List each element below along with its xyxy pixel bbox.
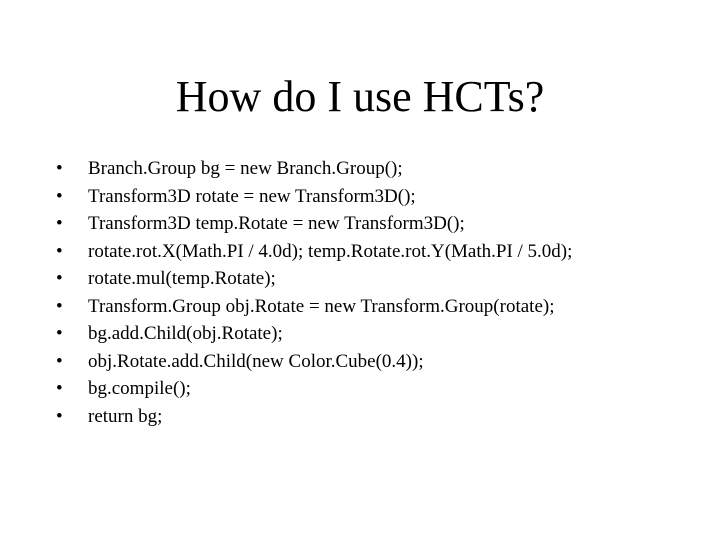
bullet-text: Transform.Group obj.Rotate = new Transform.Group(rotate); [88,295,555,317]
bullet-dot-icon: • [56,185,63,207]
bullet-dot-icon: • [56,405,63,427]
bullet-dot-icon: • [56,240,63,262]
bullet-list [56,155,696,430]
bullet-item [56,320,696,348]
bullet-text: Transform3D rotate = new Transform3D(); [88,185,416,207]
bullet-text: obj.Rotate.add.Child(new Color.Cube(0.4)); [88,350,424,372]
bullet-text: rotate.mul(temp.Rotate); [88,268,276,289]
bullet-dot-icon: • [56,323,63,344]
slide-title: How do I use HCTs? [175,72,545,121]
bullet-dot-icon: • [56,213,63,234]
bullet-item [56,403,696,431]
bullet-item [56,210,696,238]
bullet-text: bg.compile(); [88,378,191,399]
bullet-text: bg.add.Child(obj.Rotate); [88,323,283,344]
bullet-item [56,238,696,266]
bullet-dot-icon: • [56,350,63,372]
bullet-item [56,375,696,403]
bullet-dot-icon: • [56,158,63,179]
bullet-dot-icon: • [56,295,63,317]
bullet-item [56,265,696,293]
bullet-text: return bg; [88,405,163,427]
bullet-item [56,293,696,321]
bullet-dot-icon: • [56,268,63,289]
bullet-dot-icon: • [56,378,63,399]
bullet-text: Branch.Group bg = new Branch.Group(); [88,158,403,179]
bullet-item [56,155,696,183]
bullet-text: Transform3D temp.Rotate = new Transform3D(); [88,213,465,234]
bullet-item [56,183,696,211]
bullet-text: rotate.rot.X(Math.PI / 4.0d); temp.Rotate.rot.Y(Math.PI / 5.0d); [88,240,573,262]
bullet-item [56,348,696,376]
